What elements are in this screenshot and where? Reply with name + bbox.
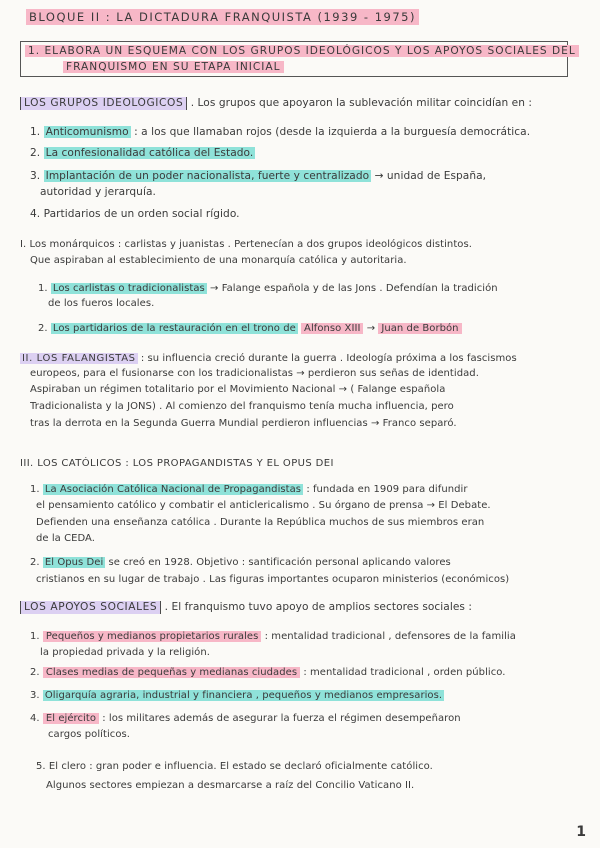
monarquicos-item-1-cont: de los fueros locales. [48, 298, 155, 309]
groups-item-3: 3. Implantación de un poder nacionalista, fuerte y centralizado → unidad de España, [30, 170, 487, 182]
apoyos-heading: LOS APOYOS SOCIALES [20, 601, 161, 614]
monarquicos-item-2: 2. Los partidarios de la restauración en el trono de Alfonso XIII → Juan de Borbón [38, 322, 586, 335]
groups-item-3-cont: autoridad y jerarquía. [40, 186, 156, 198]
falangistas-line-4: Tradicionalista y la JONS) . Al comienzo del franquismo tenía mucha influencia, pero [30, 401, 454, 412]
apoyos-item-4: 4. El ejército : los militares además de asegurar la fuerza el régimen desempeñaron [30, 713, 461, 724]
groups-item-1: 1. Anticomunismo : a los que llamaban rojos (desde la izquierda a la burguesía democrática. [30, 126, 531, 138]
monarquicos-item-1: 1. Los carlistas o tradicionalistas → Falange española y de las Jons . Defendían la tradición [38, 283, 498, 294]
catolicos-heading: III. LOS CATÓLICOS : LOS PROPAGANDISTAS Y EL OPUS DEI [20, 458, 334, 469]
catolicos-item-1: 1. La Asociación Católica Nacional de Propagandistas : fundada en 1909 para difundir [30, 484, 468, 495]
apoyos-heading-line [20, 601, 586, 614]
groups-intro: . Los grupos que apoyaron la sublevación militar coincidían en : [190, 97, 533, 109]
monarquicos-line-2: Que aspiraban al establecimiento de una monarquía católica y autoritaria. [30, 255, 407, 266]
title-highlight: BLOQUE II : LA DICTADURA FRANQUISTA (1939 - 1975) [26, 9, 419, 25]
page-number: 1 [576, 824, 586, 840]
falangistas-line-1: II. LOS FALANGISTAS : su influencia creció durante la guerra . Ideología próxima a los fascismos [22, 353, 517, 364]
apoyos-intro: . El franquismo tuvo apoyo de amplios sectores sociales : [164, 601, 473, 613]
exercise-box [20, 41, 576, 77]
apoyos-item-5-cont: Algunos sectores empiezan a desmarcarse a raíz del Concilio Vaticano II. [46, 780, 415, 791]
apoyos-item-1: 1. Pequeños y medianos propietarios rurales : mentalidad tradicional , defensores de la familia [30, 631, 516, 642]
catolicos-item-1-l2: el pensamiento católico y combatir el anticlericalismo . Su órgano de prensa → El Debate. [36, 500, 491, 511]
groups-heading: LOS GRUPOS IDEOLÓGICOS [20, 97, 187, 110]
catolicos-item-1-l4: de la CEDA. [36, 533, 95, 544]
exercise-line-1: 1. ELABORA UN ESQUEMA CON LOS GRUPOS IDEOLÓGICOS Y LOS APOYOS SOCIALES DEL [25, 45, 579, 57]
catolicos-item-2-l2: cristianos en su lugar de trabajo . Las figuras importantes ocuparon ministerios (económicos) [36, 574, 510, 585]
monarquicos-line-1: I. Los monárquicos : carlistas y juanistas . Pertenecían a dos grupos ideológicos distintos. [20, 239, 472, 250]
apoyos-item-1-cont: la propiedad privada y la religión. [40, 647, 210, 658]
apoyos-item-5: 5. El clero : gran poder e influencia. El estado se declaró oficialmente católico. [36, 761, 433, 772]
falangistas-line-3: Aspiraban un régimen totalitario por el Movimiento Nacional → ( Falange española [30, 384, 446, 395]
apoyos-item-4-cont: cargos políticos. [48, 729, 130, 740]
catolicos-item-1-l3: Defienden una enseñanza católica . Durante la República muchos de sus miembros eran [36, 517, 485, 528]
apoyos-item-2: 2. Clases medias de pequeñas y medianas ciudades : mentalidad tradicional , orden público. [30, 667, 506, 678]
exercise-line-2: FRANQUISMO EN SU ETAPA INICIAL [63, 61, 284, 73]
groups-item-2: 2. La confesionalidad católica del Estado. [30, 147, 254, 159]
groups-item-4: 4. Partidarios de un orden social rígido. [30, 208, 240, 220]
falangistas-line-2: europeos, para el fusionarse con los tradicionalistas → perdieron sus señas de identidad. [30, 368, 479, 379]
groups-heading-line [20, 97, 586, 110]
apoyos-item-3: 3. Oligarquía agraria, industrial y financiera , pequeños y medianos empresarios. [30, 690, 443, 701]
falangistas-line-5: tras la derrota en la Segunda Guerra Mundial perdieron influencias → Franco separó. [30, 418, 457, 429]
catolicos-item-2: 2. El Opus Dei se creó en 1928. Objetivo : santificación personal aplicando valores [30, 557, 451, 568]
page-title [26, 10, 419, 24]
